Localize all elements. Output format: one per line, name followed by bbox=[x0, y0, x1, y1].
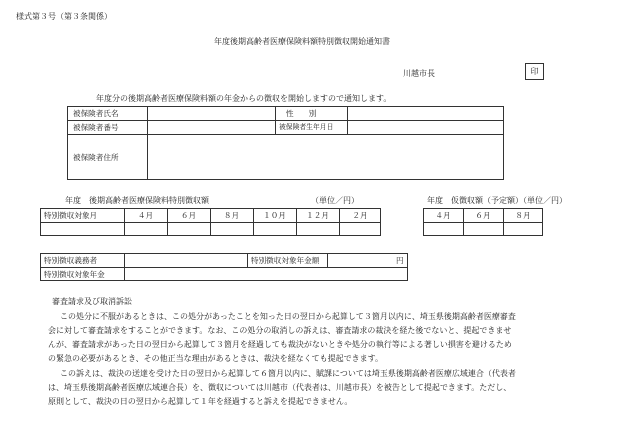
month-header: ６月 bbox=[475, 211, 491, 220]
birth-date-label: 被保険者生年月日 bbox=[279, 123, 334, 131]
month-header: １２月 bbox=[306, 211, 329, 220]
special-month-row-label: 特別徴収対象月 bbox=[44, 211, 98, 220]
insured-number-label: 被保険者番号 bbox=[73, 123, 119, 132]
column-divider bbox=[275, 106, 276, 134]
column-divider bbox=[327, 253, 328, 267]
intro-text: 年度分の後期高齢者医療保険料額の年金からの徴収を開始しますので通知します。 bbox=[96, 94, 392, 103]
month-header: ２月 bbox=[352, 211, 368, 220]
row-divider bbox=[67, 120, 504, 121]
text-line: の緊急の必要があるとき、その他正当な理由があるときは、裁決を経なくても提起できます。 bbox=[48, 354, 384, 363]
text-line: 会に対して審査請求をすることができます。なお、この処分の取消しの訴えは、審査請求の裁決を経た後でないと、提起できませ bbox=[48, 326, 512, 335]
provisional-collection-heading: 年度 仮徴収額（予定額）（単位／円） bbox=[427, 196, 567, 205]
column-divider bbox=[347, 106, 348, 134]
row-divider bbox=[423, 222, 543, 223]
row-divider bbox=[67, 134, 504, 135]
month-header: ４月 bbox=[435, 211, 451, 220]
text-line: んが、審査請求があった日の翌日から起算して３箇月を経過しても裁決がないときや処分の執行等による著しい損害を避けるため bbox=[48, 340, 512, 349]
form-number: 様式第３号（第３条関係） bbox=[16, 12, 112, 21]
column-divider bbox=[124, 253, 125, 281]
column-divider bbox=[247, 253, 248, 267]
month-header: １０月 bbox=[263, 211, 286, 220]
month-header: ８月 bbox=[515, 211, 531, 220]
insured-address-label: 被保険者住所 bbox=[73, 153, 119, 162]
row-divider bbox=[40, 267, 408, 268]
sex-label: 性 別 bbox=[286, 109, 317, 118]
month-header: ６月 bbox=[180, 211, 197, 220]
obligor-label: 特別徴収義務者 bbox=[44, 256, 98, 265]
unit-label: （単位／円） bbox=[311, 196, 359, 205]
special-collection-heading: 年度 後期高齢者医療保険料特別徴収額 bbox=[65, 196, 209, 205]
pension-amount-label: 特別徴収対象年金額 bbox=[251, 256, 320, 265]
yen-unit: 円 bbox=[396, 256, 404, 265]
page-title: 年度後期高齢者医療保険料額特別徴収開始通知書 bbox=[214, 37, 390, 46]
seal-box: 印 bbox=[525, 63, 544, 80]
text-line: 原則として、裁決の日の翌日から起算して１年を経過すると訴えを提起できません。 bbox=[48, 397, 353, 406]
month-header: ４月 bbox=[137, 211, 154, 220]
insured-name-label: 被保険者氏名 bbox=[73, 109, 119, 118]
month-header: ８月 bbox=[223, 211, 240, 220]
issuer-name: 川越市長 bbox=[403, 69, 435, 78]
text-line: この訴えは、裁決の送達を受けた日の翌日から起算して６箇月以内に、賦課については埼玉県後期高齢者医療広域連合（代表者 bbox=[60, 369, 516, 378]
text-line: この処分に不服があるときは、この処分があったことを知った日の翌日から起算して３箇月以内に、埼玉県後期高齢者医療審査 bbox=[60, 312, 516, 321]
pension-label: 特別徴収対象年金 bbox=[44, 270, 105, 279]
text-line: は、埼玉県後期高齢者医療広域連合長）を、徴収については川越市（代表者は、川越市長）を被告として提起できます。ただし、 bbox=[48, 383, 512, 392]
appeal-heading: 審査請求及び取消訴訟 bbox=[52, 297, 132, 306]
column-divider bbox=[147, 106, 148, 180]
